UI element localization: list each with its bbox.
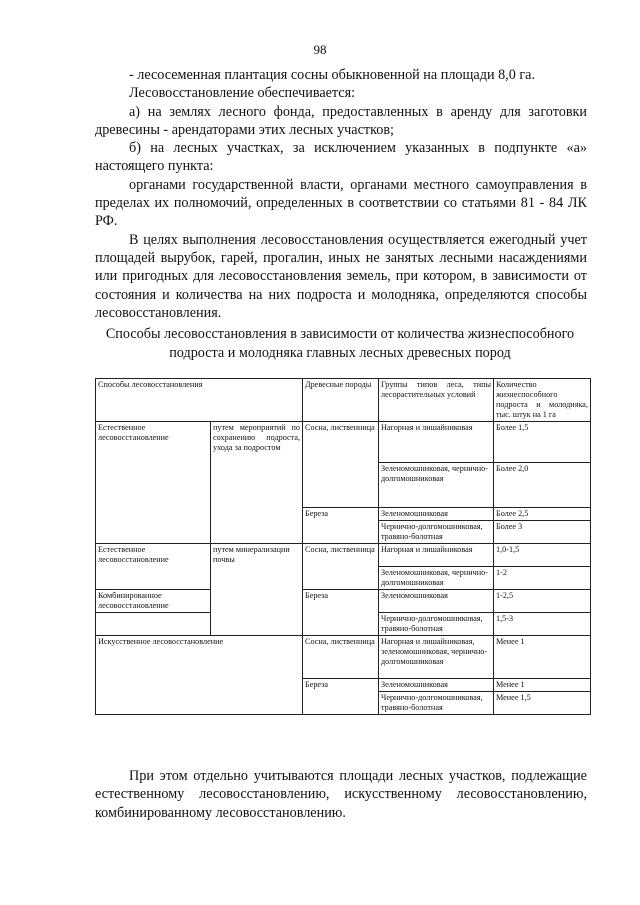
cell-group: Зеленомошниковая <box>379 679 494 692</box>
paragraph-5: органами государственной власти, органами местного самоуправления в пределах их полномочий, определенных в соответствии со статьями 81 - 84 ЛК РФ. <box>95 176 587 230</box>
cell-group: Зеленомошниковая <box>379 508 494 521</box>
header-groups: Группы типов леса, типы лесорастительных условий <box>379 379 494 422</box>
cell-quantity: Более 2,5 <box>494 508 591 521</box>
page-number: 98 <box>313 42 327 57</box>
header-species: Древесные породы <box>303 379 379 422</box>
cell-quantity: 1-2,5 <box>494 590 591 613</box>
cell-method-empty <box>96 508 211 544</box>
cell-method: Комбинированное лесовосстановление <box>96 590 211 613</box>
cell-quantity: 1,5-3 <box>494 613 591 636</box>
cell-group: Зеленомошниковая <box>379 590 494 613</box>
cell-species: Береза <box>303 590 379 636</box>
cell-method: Естественное лесовосстановление <box>96 422 211 508</box>
cell-species: Сосна, лиственница <box>303 636 379 679</box>
table-row <box>96 422 591 463</box>
paragraph-4: б) на лесных участках, за исключением указанных в подпункте «а» настоящего пункта: <box>95 140 587 175</box>
cell-group: Чернично-долгомошниковая, травяно-болотная <box>379 613 494 636</box>
cell-quantity: Менее 1,5 <box>494 692 591 715</box>
closing-paragraph: При этом отдельно учитываются площади лесных участков, подлежащие естественному лесовосстановлению, искусственному лесовосстановлению, комбинированному лесовосстановлению. <box>95 768 587 821</box>
table-title: Способы лесовосстановления в зависимости от количества жизнеспособного подроста и молодняка главных лесных древесных пород <box>105 326 575 361</box>
cell-method: Естественное лесовосстановление <box>96 544 211 590</box>
paragraph-3: а) на землях лесного фонда, предоставленных в аренду для заготовки древесины - арендаторами этих лесных участков; <box>95 103 587 138</box>
header-quantity: Количество жизнеспособного подроста и молодняка, тыс. штук на 1 га <box>494 379 591 422</box>
cell-species: Береза <box>303 679 379 715</box>
cell-quantity: Более 2,0 <box>494 463 591 508</box>
cell-group: Зеленомошниковая, чернично-долгомошниковая <box>379 463 494 508</box>
cell-species: Сосна, лиственница <box>303 544 379 590</box>
table-row <box>96 508 591 521</box>
cell-group: Чернично-долгомошниковая, травяно-болотная <box>379 692 494 715</box>
body-text <box>95 66 587 322</box>
cell-group: Нагорная и лишайниковая <box>379 422 494 463</box>
cell-measures: путем минерализации почвы <box>211 544 303 636</box>
reforestation-table <box>95 378 591 715</box>
cell-quantity: Более 1,5 <box>494 422 591 463</box>
cell-measures: путем мероприятий по сохранению подроста, ухода за подростом <box>211 422 303 544</box>
paragraph-2: Лесовосстановление обеспечивается: <box>129 85 356 102</box>
paragraph-1: - лесосеменная плантация сосны обыкновенной на площади 8,0 га. <box>129 67 536 83</box>
cell-species: Береза <box>303 508 379 544</box>
cell-quantity: 1-2 <box>494 567 591 590</box>
cell-quantity: 1,0-1,5 <box>494 544 591 567</box>
closing-text <box>95 767 587 822</box>
header-methods: Способы лесовосстановления <box>96 379 303 422</box>
cell-quantity: Менее 1 <box>494 636 591 679</box>
cell-quantity: Менее 1 <box>494 679 591 692</box>
cell-group: Нагорная и лишайниковая, зеленомошниковая, чернично-долгомошниковая <box>379 636 494 679</box>
table-header-row <box>96 379 591 422</box>
cell-species: Сосна, лиственница <box>303 422 379 508</box>
table-row <box>96 544 591 567</box>
cell-group: Зеленомошниковая, чернично-долгомошниковая <box>379 567 494 590</box>
cell-method: Искусственное лесовосстановление <box>96 636 303 715</box>
cell-group: Чернично-долгомошниковая, травяно-болотная <box>379 521 494 544</box>
cell-group: Нагорная и лишайниковая <box>379 544 494 567</box>
paragraph-6: В целях выполнения лесовосстановления осуществляется ежегодный учет площадей вырубок, гарей, прогалин, иных не занятых лесными насаждениями или пригодных для лесовосстановления земель, при котором, в зависимости от состояния и количества на них подроста и молодняка, определяются способы лесовосстановления. <box>95 231 587 321</box>
cell-method-empty <box>96 613 211 636</box>
table-row <box>96 636 591 679</box>
table-row <box>96 590 591 613</box>
cell-quantity: Более 3 <box>494 521 591 544</box>
